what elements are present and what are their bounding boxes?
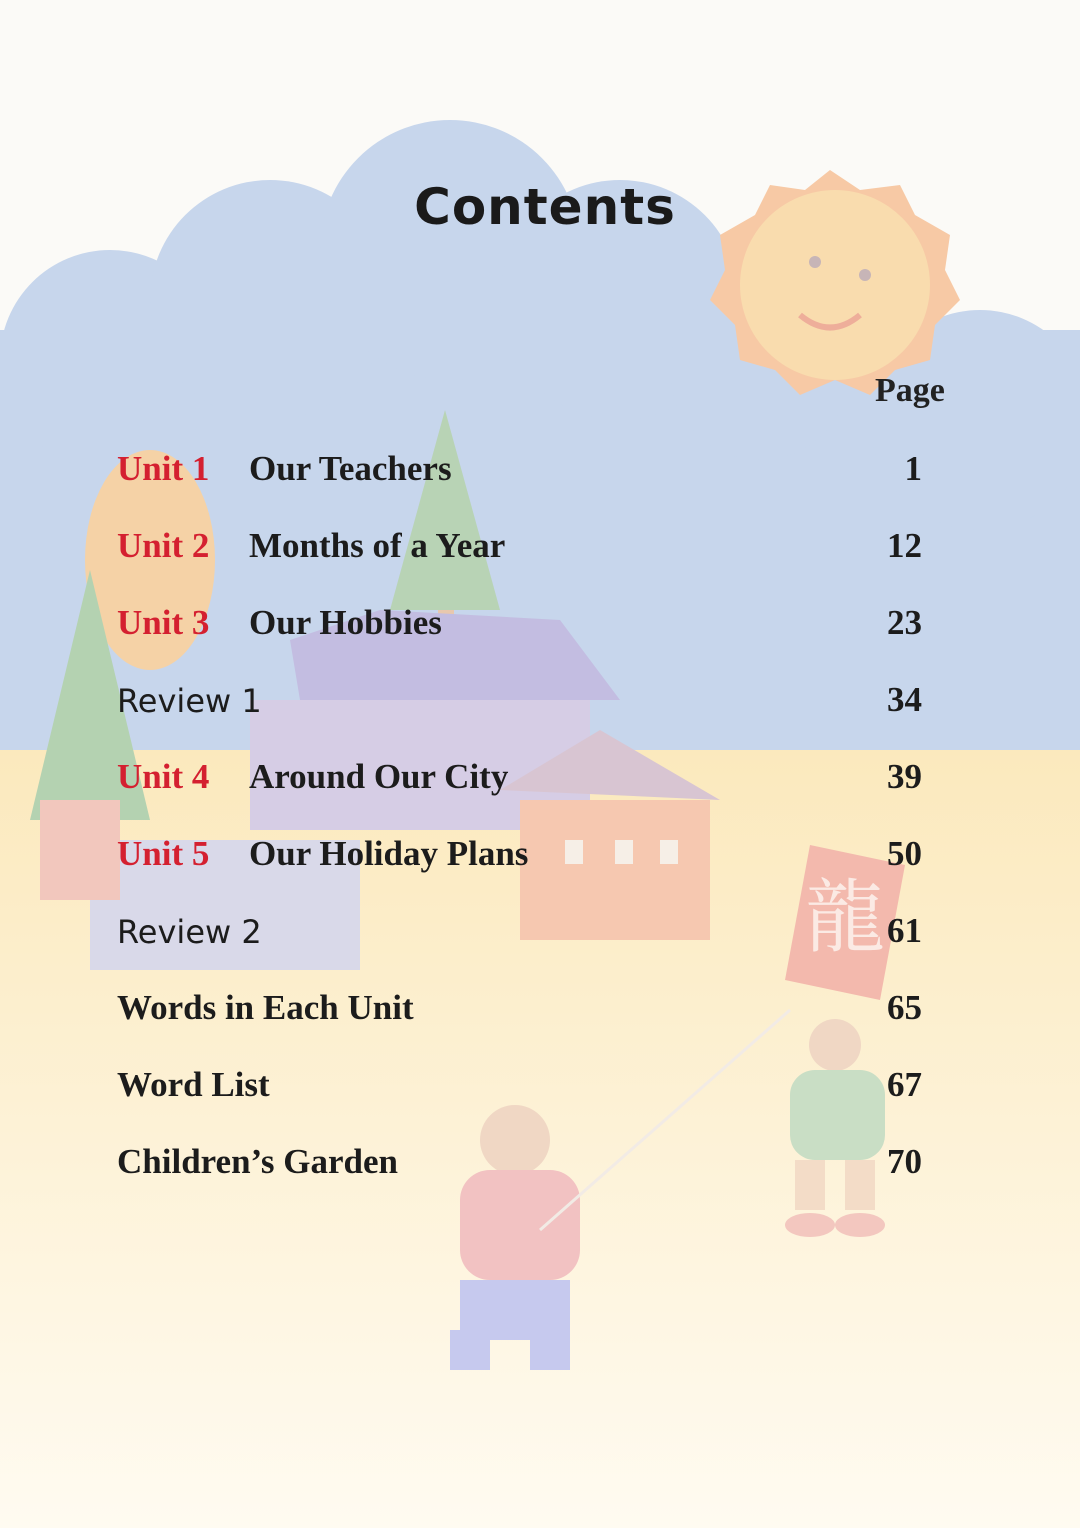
toc-entry[interactable] <box>117 603 922 653</box>
entry-title: Review 2 <box>117 913 262 951</box>
entry-page: 1 <box>904 449 922 488</box>
toc-entry[interactable] <box>117 526 922 576</box>
entry-page: 12 <box>887 526 922 565</box>
unit-label: Unit 2 <box>117 526 210 565</box>
entry-title: Around Our City <box>249 757 509 796</box>
entry-page: 23 <box>887 603 922 642</box>
toc-entry[interactable] <box>117 757 922 807</box>
entry-title: Months of a Year <box>249 526 506 565</box>
entry-page: 65 <box>887 988 922 1027</box>
toc-entry[interactable] <box>117 988 922 1038</box>
page-title: Contents <box>414 178 676 236</box>
entry-title: Our Hobbies <box>249 603 442 642</box>
entry-title: Review 1 <box>117 682 262 720</box>
unit-label: Unit 5 <box>117 834 210 873</box>
toc-entry[interactable] <box>117 1142 922 1192</box>
unit-label: Unit 3 <box>117 603 210 642</box>
unit-label: Unit 1 <box>117 449 210 488</box>
page-column-header: Page <box>875 372 945 409</box>
toc-entry[interactable] <box>117 449 922 499</box>
entry-title: Our Teachers <box>249 449 452 488</box>
toc-entry[interactable] <box>117 834 922 884</box>
entry-title: Words in Each Unit <box>117 988 414 1027</box>
entry-title: Word List <box>117 1065 270 1104</box>
entry-title: Our Holiday Plans <box>249 834 529 873</box>
svg-text:龍: 龍 <box>805 871 885 964</box>
entry-page: 34 <box>887 680 922 719</box>
entry-page: 61 <box>887 911 922 950</box>
entry-page: 50 <box>887 834 922 873</box>
toc-entry[interactable] <box>117 1065 922 1115</box>
unit-label: Unit 4 <box>117 757 210 796</box>
entry-page: 67 <box>887 1065 922 1104</box>
entry-page: 39 <box>887 757 922 796</box>
entry-page: 70 <box>887 1142 922 1181</box>
toc-entry[interactable] <box>117 911 922 961</box>
toc-entry[interactable] <box>117 680 922 730</box>
entry-title: Children’s Garden <box>117 1142 399 1181</box>
